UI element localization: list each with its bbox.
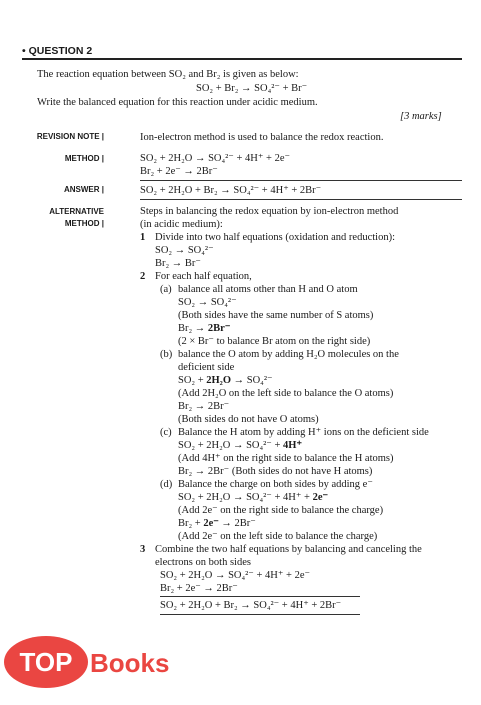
logo-books-text: Books	[90, 648, 170, 678]
substep-d-note-2: (Add 2e⁻ on the left side to balance the charge)	[178, 531, 378, 542]
revision-note-text: Ion-electron method is used to balance the redox reaction.	[140, 132, 384, 143]
substep-b-text-2: deficient side	[178, 362, 235, 373]
substep-b-note-2: (Both sides do not have O atoms)	[178, 414, 319, 425]
step-2-text: For each half equation,	[155, 271, 252, 282]
substep-d-note-1: (Add 2e⁻ on the right side to balance the charge)	[178, 505, 384, 516]
marks-label: [3 marks]	[400, 111, 442, 122]
logo-top-text: TOP	[19, 647, 73, 677]
topbooks-logo	[2, 630, 192, 700]
step-3-eq-2: Br₂ + 2e⁻ → 2Br⁻	[160, 583, 238, 594]
substep-c-eq-2: Br₂ → 2Br⁻ (Both sides do not have H atoms)	[178, 466, 373, 477]
step-3-rule-bottom	[160, 614, 360, 615]
substep-c-note-1: (Add 4H⁺ on the right side to balance the H atoms)	[178, 453, 394, 464]
substep-b-note-1: (Add 2H₂O on the left side to balance the O atoms)	[178, 388, 394, 399]
step-3-text-2: electrons on both sides	[155, 557, 251, 568]
step-1-text: Divide into two half equations (oxidation and reduction):	[155, 232, 395, 243]
substep-b-text-1: balance the O atom by adding H₂O molecules on the	[178, 349, 399, 360]
answer-rule-bottom	[140, 199, 462, 200]
substep-b-eq-2: Br₂ → 2Br⁻	[178, 401, 230, 412]
method-equation-2: Br₂ + 2e⁻ → 2Br⁻	[140, 166, 218, 177]
step-3-eq-1: SO₂ + 2H₂O → SO₄²⁻ + 4H⁺ + 2e⁻	[160, 570, 311, 581]
step-1-eq-2: Br₂ → Br⁻	[155, 258, 201, 269]
step-1-number: 1	[140, 232, 146, 243]
revision-note-label: REVISION NOTE |	[36, 132, 104, 141]
answer-label: ANSWER |	[63, 185, 104, 194]
substep-a-note-1: (Both sides have the same number of S atoms)	[178, 310, 374, 321]
step-3-number: 3	[140, 544, 146, 555]
substep-b-label: (b)	[160, 349, 173, 360]
topbooks-logo-mark	[2, 630, 192, 700]
question-line-2: Write the balanced equation for this reaction under acidic medium.	[37, 97, 318, 108]
step-3-text-1: Combine the two half equations by balancing and canceling the	[155, 544, 422, 555]
substep-d-eq-1: SO₂ + 2H₂O → SO₄²⁻ + 4H⁺ + 2e⁻	[178, 492, 329, 503]
substep-d-label: (d)	[160, 479, 173, 490]
method-equation-1: SO₂ + 2H₂O → SO₄²⁻ + 4H⁺ + 2e⁻	[140, 153, 291, 164]
step-2-number: 2	[140, 271, 146, 282]
substep-d-eq-2: Br₂ + 2e⁻ → 2Br⁻	[178, 518, 256, 529]
substep-a-eq-2: Br₂ → 2Br⁻	[178, 323, 231, 334]
alt-intro-2: (in acidic medium):	[140, 219, 223, 230]
substep-b-eq-1: SO₂ + 2H₂O → SO₄²⁻	[178, 375, 273, 386]
substep-c-label: (c)	[160, 427, 172, 438]
alternative-label-2: METHOD |	[64, 219, 104, 228]
question-header: • QUESTION 2	[22, 45, 93, 57]
method-label: METHOD |	[64, 154, 104, 163]
substep-d-text: Balance the charge on both sides by adding e⁻	[178, 479, 373, 490]
substep-a-eq-1: SO₂ → SO₄²⁻	[178, 297, 237, 308]
substep-c-eq-1: SO₂ + 2H₂O → SO₄²⁻ + 4H⁺	[178, 440, 302, 451]
substep-c-text: Balance the H atom by adding H⁺ ions on the deficient side	[178, 427, 429, 438]
answer-rule	[140, 180, 462, 181]
substep-a-note-2: (2 × Br⁻ to balance Br atom on the right side)	[178, 336, 371, 347]
substep-a-text: balance all atoms other than H and O atom	[178, 284, 358, 295]
substep-a-label: (a)	[160, 284, 172, 295]
alt-intro-1: Steps in balancing the redox equation by ion-electron method	[140, 206, 399, 217]
step-3-final-equation: SO₂ + 2H₂O + Br₂ → SO₄²⁻ + 4H⁺ + 2Br⁻	[160, 600, 342, 611]
step-1-eq-1: SO₂ → SO₄²⁻	[155, 245, 214, 256]
alternative-label-1: ALTERNATIVE	[49, 207, 104, 216]
question-line-1: The reaction equation between SO₂ and Br₂ is given as below:	[37, 69, 299, 80]
answer-equation: SO₂ + 2H₂O + Br₂ → SO₄²⁻ + 4H⁺ + 2Br⁻	[140, 185, 322, 196]
header-rule	[22, 58, 462, 60]
step-3-rule	[160, 596, 360, 597]
question-equation: SO₂ + Br₂ → SO₄²⁻ + Br⁻	[196, 83, 308, 94]
